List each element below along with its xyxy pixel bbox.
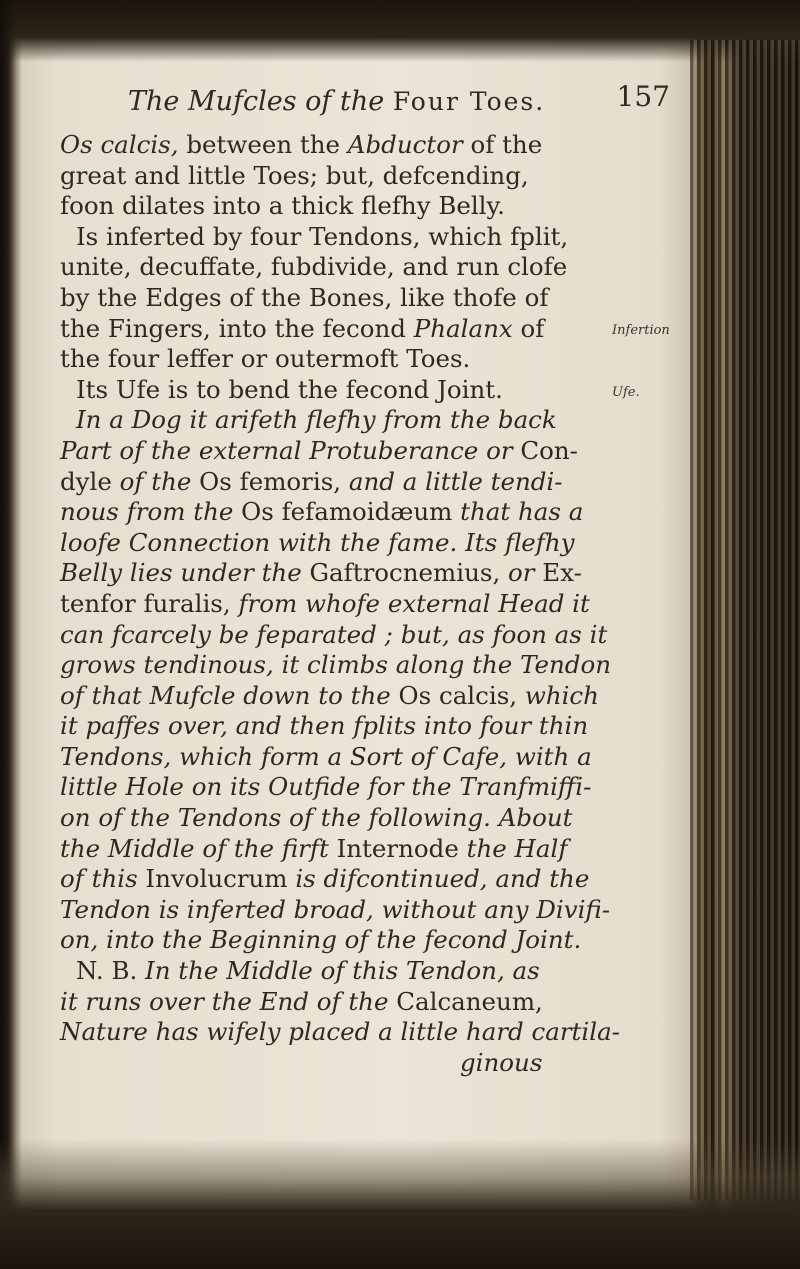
text-segment: between the <box>178 130 348 159</box>
text-line <box>60 252 600 283</box>
text-line <box>60 191 600 222</box>
text-segment: and a little tendi- <box>348 466 563 496</box>
text-line <box>60 925 600 956</box>
page-top-edge <box>0 0 800 62</box>
text-segment: Involucrum <box>137 864 296 894</box>
text-line <box>60 314 600 345</box>
text-segment: is difcontinued, and the <box>295 864 590 894</box>
text-segment: unite, decuffate, fubdivide, and run clofe <box>60 252 568 282</box>
text-segment: the four leffer or outermoft Toes. <box>60 344 471 374</box>
text-line <box>60 894 611 926</box>
text-segment: of the <box>462 130 543 159</box>
text-line <box>60 1017 620 1048</box>
text-segment: Os fefamoidæum <box>233 497 461 527</box>
running-head <box>128 80 688 124</box>
text-line <box>60 742 600 773</box>
text-segment: by the Edges of the Bones, like thofe of <box>60 282 549 312</box>
text-segment: nous from the <box>60 497 234 527</box>
text-line <box>60 834 600 865</box>
text-segment: Internode <box>328 833 467 863</box>
text-line <box>60 956 600 987</box>
text-segment: Tendon is inferted broad, without any Divifi- <box>60 894 611 924</box>
text-line <box>60 711 600 742</box>
text-line <box>60 405 600 436</box>
text-segment: Phalanx <box>413 313 513 343</box>
text-segment: can fcarcely be feparated ; but, as foon as it <box>60 619 608 649</box>
text-segment: Its Ufe is to bend the fecond Joint. <box>76 374 503 404</box>
text-line <box>60 467 600 498</box>
text-segment: on, into the Beginning of the fecond Joint. <box>60 925 582 955</box>
text-segment: Nature has wifely placed a little hard cartila- <box>60 1017 620 1047</box>
text-segment: or <box>508 558 535 588</box>
text-line <box>60 222 600 253</box>
text-line <box>60 130 600 161</box>
page-left-shadow <box>0 0 16 1269</box>
text-segment: the Fingers, into the fecond <box>60 313 414 343</box>
text-segment: from whofe external Head it <box>238 588 590 618</box>
text-segment: Calcaneum, <box>388 986 543 1016</box>
text-line <box>60 344 600 375</box>
text-segment: Gaftrocnemius, <box>301 558 509 588</box>
text-segment: it runs over the End of the <box>60 986 389 1016</box>
page-number: 157 <box>616 80 670 113</box>
text-segment: of that Mufcle down to the <box>60 680 391 710</box>
text-line <box>60 619 608 651</box>
text-segment: Abductor <box>347 130 463 159</box>
page-bottom-edge <box>0 1139 800 1269</box>
catchword: ginous <box>460 1047 543 1077</box>
text-segment: tenfor furalis, <box>60 588 239 618</box>
text-line <box>60 436 600 467</box>
text-segment: dyle <box>60 466 120 496</box>
text-segment: In a Dog it arifeth flefhy from the back <box>76 405 557 435</box>
text-line <box>60 803 600 834</box>
text-segment: grows tendinous, it climbs along the Tendon <box>60 650 611 680</box>
text-segment: Os femoris, <box>191 466 349 496</box>
text-segment: the Half <box>466 833 568 863</box>
body-text <box>60 130 620 1078</box>
text-line <box>60 497 600 528</box>
text-line <box>60 161 600 192</box>
text-line <box>60 864 600 895</box>
text-segment: on of the Tendons of the following. About <box>60 803 573 833</box>
text-line <box>60 528 600 559</box>
text-segment: loofe Connection with the fame. Its flefhy <box>60 527 575 557</box>
text-segment: N. B. <box>76 956 146 986</box>
page-content <box>60 80 670 1080</box>
text-segment: Os calcis, <box>390 680 525 710</box>
text-segment: the Middle of the firft <box>60 833 329 863</box>
text-segment: Tendons, which form a Sort of Cafe, with a <box>60 741 592 771</box>
text-segment: it paffes over, and then fplits into four thin <box>60 711 589 741</box>
margin-note-use: Ufe. <box>612 385 640 400</box>
text-segment: that has a <box>460 497 584 527</box>
text-segment: great and little Toes; but, defcending, <box>60 160 529 190</box>
text-segment: Belly lies under the <box>60 558 302 588</box>
text-line <box>60 589 600 620</box>
margin-note-insertion: Infertion <box>612 323 670 338</box>
text-segment: of the <box>119 466 192 496</box>
text-segment: Part of the external Protuberance or <box>60 435 513 465</box>
text-line <box>60 650 611 681</box>
text-segment: Os calcis, <box>60 130 179 159</box>
text-segment: In the Middle of this Tendon, as <box>145 956 540 986</box>
book-binding <box>690 40 800 1200</box>
text-segment: Is inferted by four Tendons, which fplit, <box>76 221 569 251</box>
text-segment: of this <box>60 864 138 894</box>
text-segment: Con- <box>512 435 578 465</box>
text-segment: little Hole on its Outfide for the Tranfmiffi- <box>60 772 592 802</box>
text-line <box>60 681 600 712</box>
text-line <box>60 987 600 1018</box>
running-title-italic: The Mufcles of the <box>128 86 385 117</box>
text-segment: foon dilates into a thick flefhy Belly. <box>60 191 505 221</box>
text-segment: of <box>512 313 545 343</box>
text-line <box>60 558 600 589</box>
text-segment: Ex- <box>534 558 582 588</box>
text-line <box>60 375 600 406</box>
text-line <box>60 283 600 314</box>
text-segment: which <box>524 680 599 710</box>
text-line <box>60 772 600 803</box>
running-title-caps: Four Toes. <box>392 87 546 116</box>
